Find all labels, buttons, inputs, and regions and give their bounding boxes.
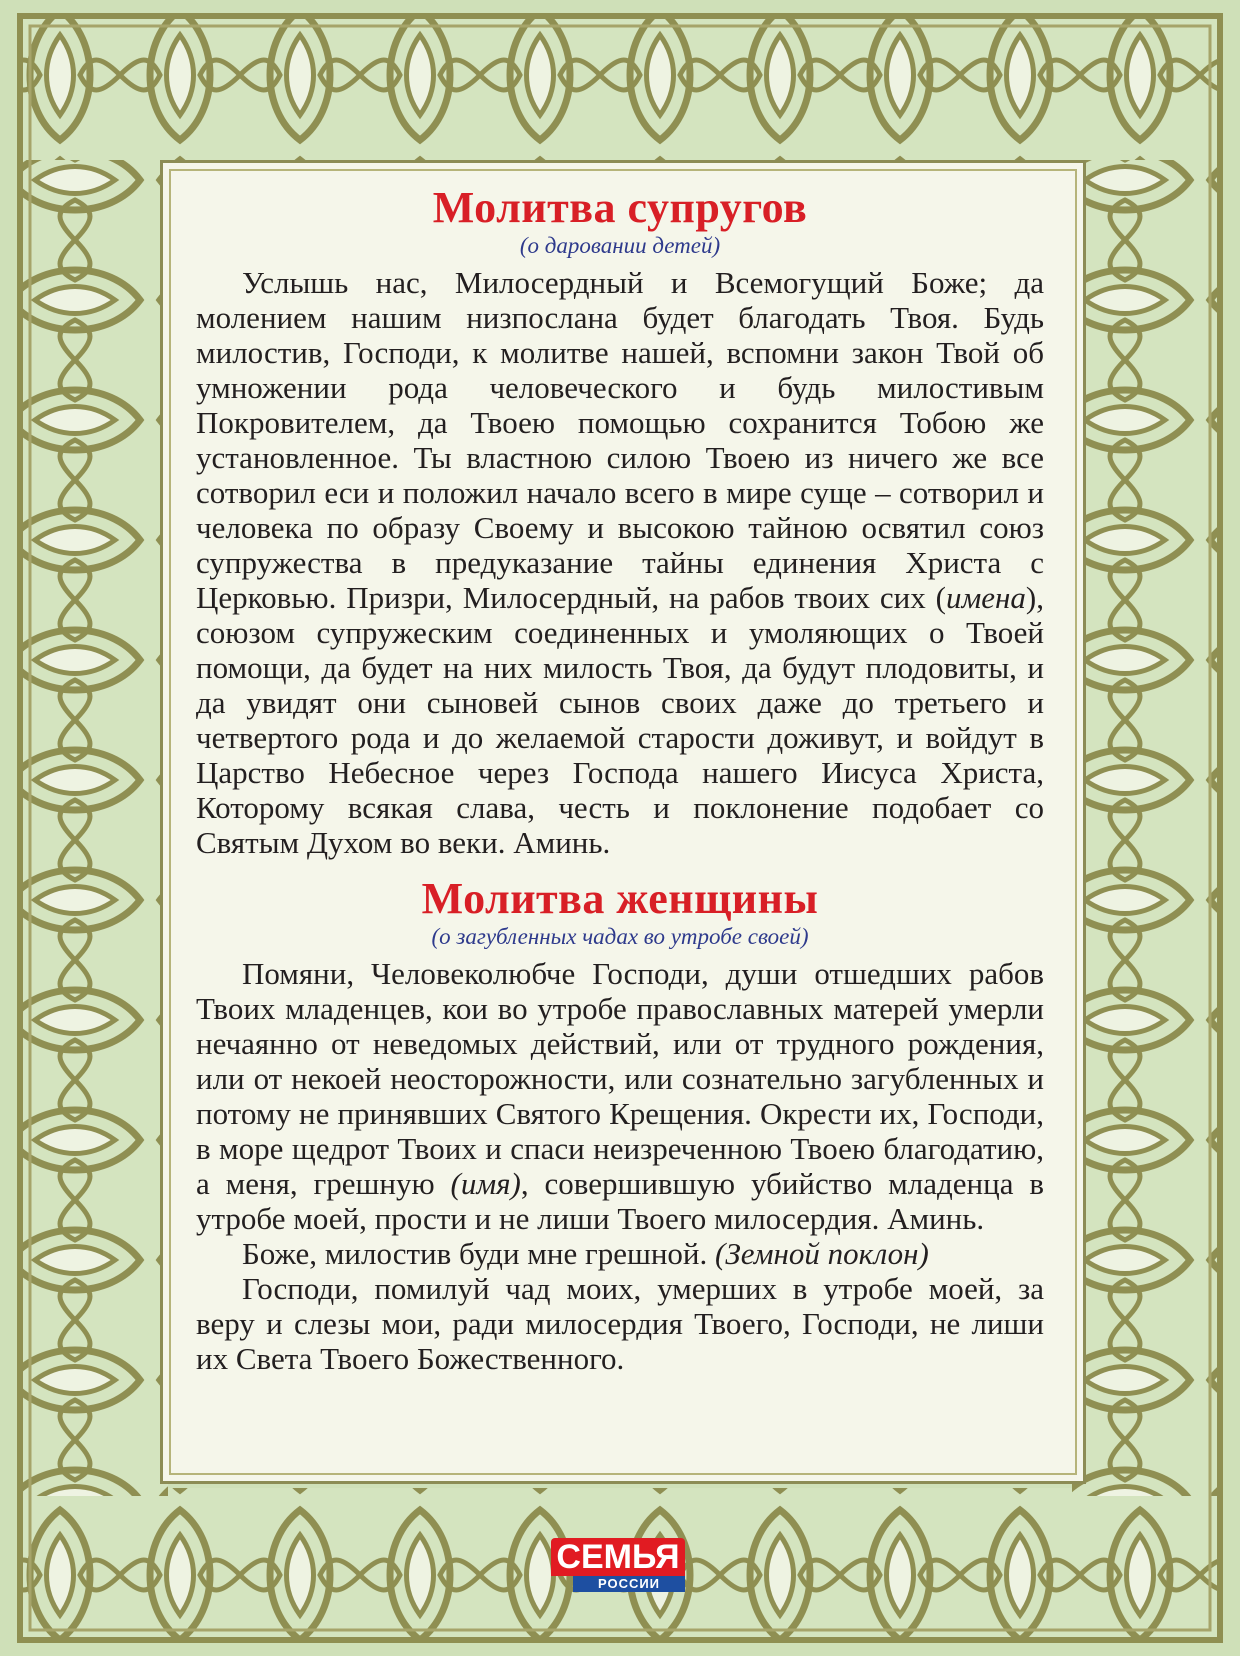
section1-text-b: ), союзом супружеским соединенных и умоляющих о Твоей помощи, да будет на них милость Твоя, да будут плодовиты, и да увидят они сыновей сынов своих даже до третьего и четвертого рода и до желаемой старости доживут, и войдут в Царство Небесное через Господа нашего Иисуса Христа, Которому всякая слава, честь и поклонение подобает со Святым Духом во веки. Аминь. xyxy=(196,580,1044,860)
section1-text-a: Услышь нас, Милосердный и Всемогущий Боже; да молением нашим низпослана будет благодать Твоя. Будь милостив, Господи, к молитве нашей, вспомни закон Твой об умножении рода человеческого и будь милостивым Покровителем, да Твоею помощью сохранится Тобою же установленное. Ты властною силою Твоею из ничего же все сотворил еси и положил начало всего в мире суще – сотворил и человека по образу Своему и высокою тайною освятил союз супружества в предуказание тайны единения Христа с Церковью. Призри, Милосердный, на рабов твоих сих ( xyxy=(196,265,1044,615)
section2-paragraph-3: Господи, помилуй чад моих, умерших в утробе моей, за веру и слезы мои, ради милосердия Твоего, Господи, не лиши их Света Твоего Божественного. xyxy=(196,1271,1044,1376)
border-right xyxy=(1072,160,1222,1496)
section1-names-placeholder: имена xyxy=(946,580,1026,615)
section2-paragraph-2 xyxy=(196,1236,1044,1271)
section2-p1-a: Помяни, Человеколюбче Господи, души отшедших рабов Твоих младенцев, кои во утробе православных матерей умерли нечаянно от неведомых действий, или от трудного рождения, или от некоей неосторожности, или сознательно загубленных и потому не принявших Святого Крещения. Окрести их, Господи, в море щедрот Твоих и спаси неизреченною Твоею благодатию, а меня, грешную xyxy=(196,956,1044,1201)
section1-paragraph xyxy=(196,265,1044,860)
section1-subtitle: (о даровании детей) xyxy=(519,233,721,258)
section2-p2-note: (Земной поклон) xyxy=(715,1236,929,1271)
border-left xyxy=(18,160,168,1496)
logo-line1: СЕМЬЯ xyxy=(551,1538,685,1576)
section2-p1-b: , совершившую убийство младенца в утробе моей, прости и не лиши Твоего милосердия. Аминь. xyxy=(196,1166,1044,1236)
border-top xyxy=(22,18,1218,168)
section2-p2-a: Боже, милостив буди мне грешной. xyxy=(242,1236,716,1271)
section2-title: Молитва женщины xyxy=(421,874,819,923)
semya-rossii-logo xyxy=(551,1538,685,1594)
section2-subtitle: (о загубленных чадах во утробе своей) xyxy=(431,924,809,949)
logo-line2: РОССИИ xyxy=(573,1576,685,1592)
section2-paragraph-1 xyxy=(196,956,1044,1236)
prayer-content xyxy=(196,183,1044,1376)
section1-title: Молитва супругов xyxy=(432,183,808,232)
section2-name-placeholder: (имя) xyxy=(450,1166,521,1201)
